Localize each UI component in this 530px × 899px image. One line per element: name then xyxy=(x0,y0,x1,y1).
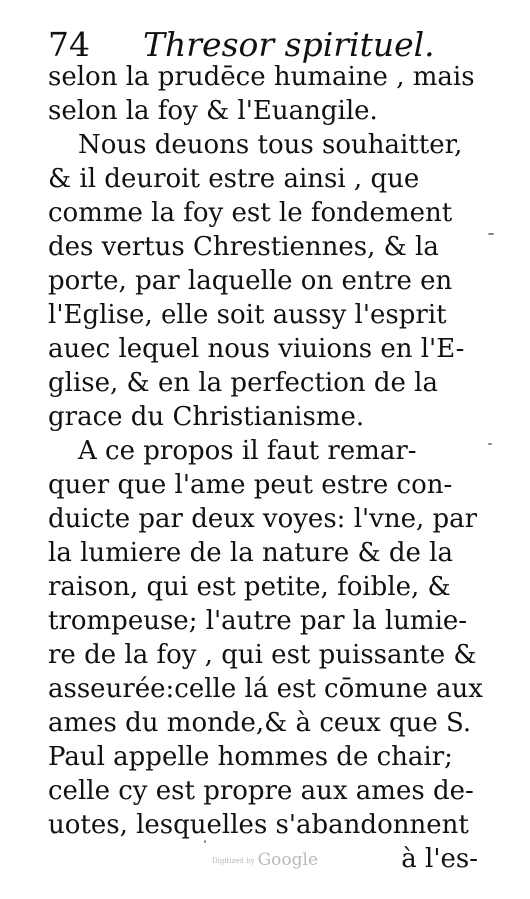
line-text: selon la foy & l'Euangile. xyxy=(48,96,378,126)
line-text: duicte par deux voyes: l'vne, par xyxy=(48,504,478,534)
text-line xyxy=(48,604,478,638)
text-line xyxy=(48,774,478,808)
line-text: re de la foy , qui est puissante & xyxy=(48,640,477,670)
text-line xyxy=(48,808,478,842)
line-text: quer que l'ame peut estre con- xyxy=(48,470,453,500)
line-text: ames du monde,& à ceux que S. xyxy=(48,708,472,738)
ink-speck xyxy=(488,233,494,235)
line-text: celle cy est propre aux ames de- xyxy=(48,776,474,806)
text-line xyxy=(48,230,478,264)
text-line xyxy=(48,536,478,570)
watermark-brand: Google xyxy=(257,850,319,870)
line-text: uotes, lesquelles s'abandonnent xyxy=(48,810,469,840)
watermark-prefix: Digitized by xyxy=(211,856,255,865)
line-text: porte, par laquelle on entre en xyxy=(48,266,453,296)
text-line xyxy=(48,162,478,196)
text-line xyxy=(48,468,478,502)
text-line xyxy=(48,502,478,536)
line-text: l'Eglise, elle soit aussy l'esprit xyxy=(48,300,447,330)
line-text: raison, qui est petite, foible, & xyxy=(48,572,451,602)
body-text xyxy=(48,60,483,876)
text-line xyxy=(48,434,478,468)
line-text: Paul appelle hommes de chair; xyxy=(48,742,453,772)
line-text: comme la foy est le fondement xyxy=(48,198,453,228)
line-text: la lumiere de la nature & de la xyxy=(48,538,453,568)
text-line xyxy=(48,638,478,672)
text-line xyxy=(48,672,483,706)
text-line xyxy=(48,196,478,230)
line-text: selon la prudēce humaine , mais xyxy=(48,62,475,92)
line-text: A ce propos il faut remar- xyxy=(78,436,417,466)
line-text: grace du Christianisme. xyxy=(48,402,365,432)
text-line xyxy=(48,366,478,400)
text-line xyxy=(48,570,478,604)
line-text: trompeuse; l'autre par la lumie- xyxy=(48,606,468,636)
line-text: asseurée:celle lá est cōmune aux xyxy=(48,674,483,704)
line-text: auec lequel nous viuions en l'E- xyxy=(48,334,465,364)
watermark xyxy=(0,850,530,870)
text-line xyxy=(48,60,478,94)
text-line xyxy=(48,400,478,434)
ink-speck xyxy=(488,443,492,445)
text-line xyxy=(48,94,478,128)
text-line xyxy=(48,298,478,332)
ink-speck xyxy=(204,840,206,843)
text-line xyxy=(48,332,478,366)
text-line xyxy=(48,128,478,162)
running-title: Thresor spirituel. xyxy=(143,25,435,64)
text-line xyxy=(48,706,478,740)
text-line xyxy=(48,740,478,774)
line-text: Nous deuons tous souhaitter, xyxy=(78,130,463,160)
line-text: & il deuroit estre ainsi , que xyxy=(48,164,420,194)
page-number: 74 xyxy=(48,25,90,64)
line-text: des vertus Chrestiennes, & la xyxy=(48,232,439,262)
line-text: glise, & en la perfection de la xyxy=(48,368,438,398)
catchword-text: à l'es- xyxy=(401,844,478,874)
text-line xyxy=(48,264,478,298)
